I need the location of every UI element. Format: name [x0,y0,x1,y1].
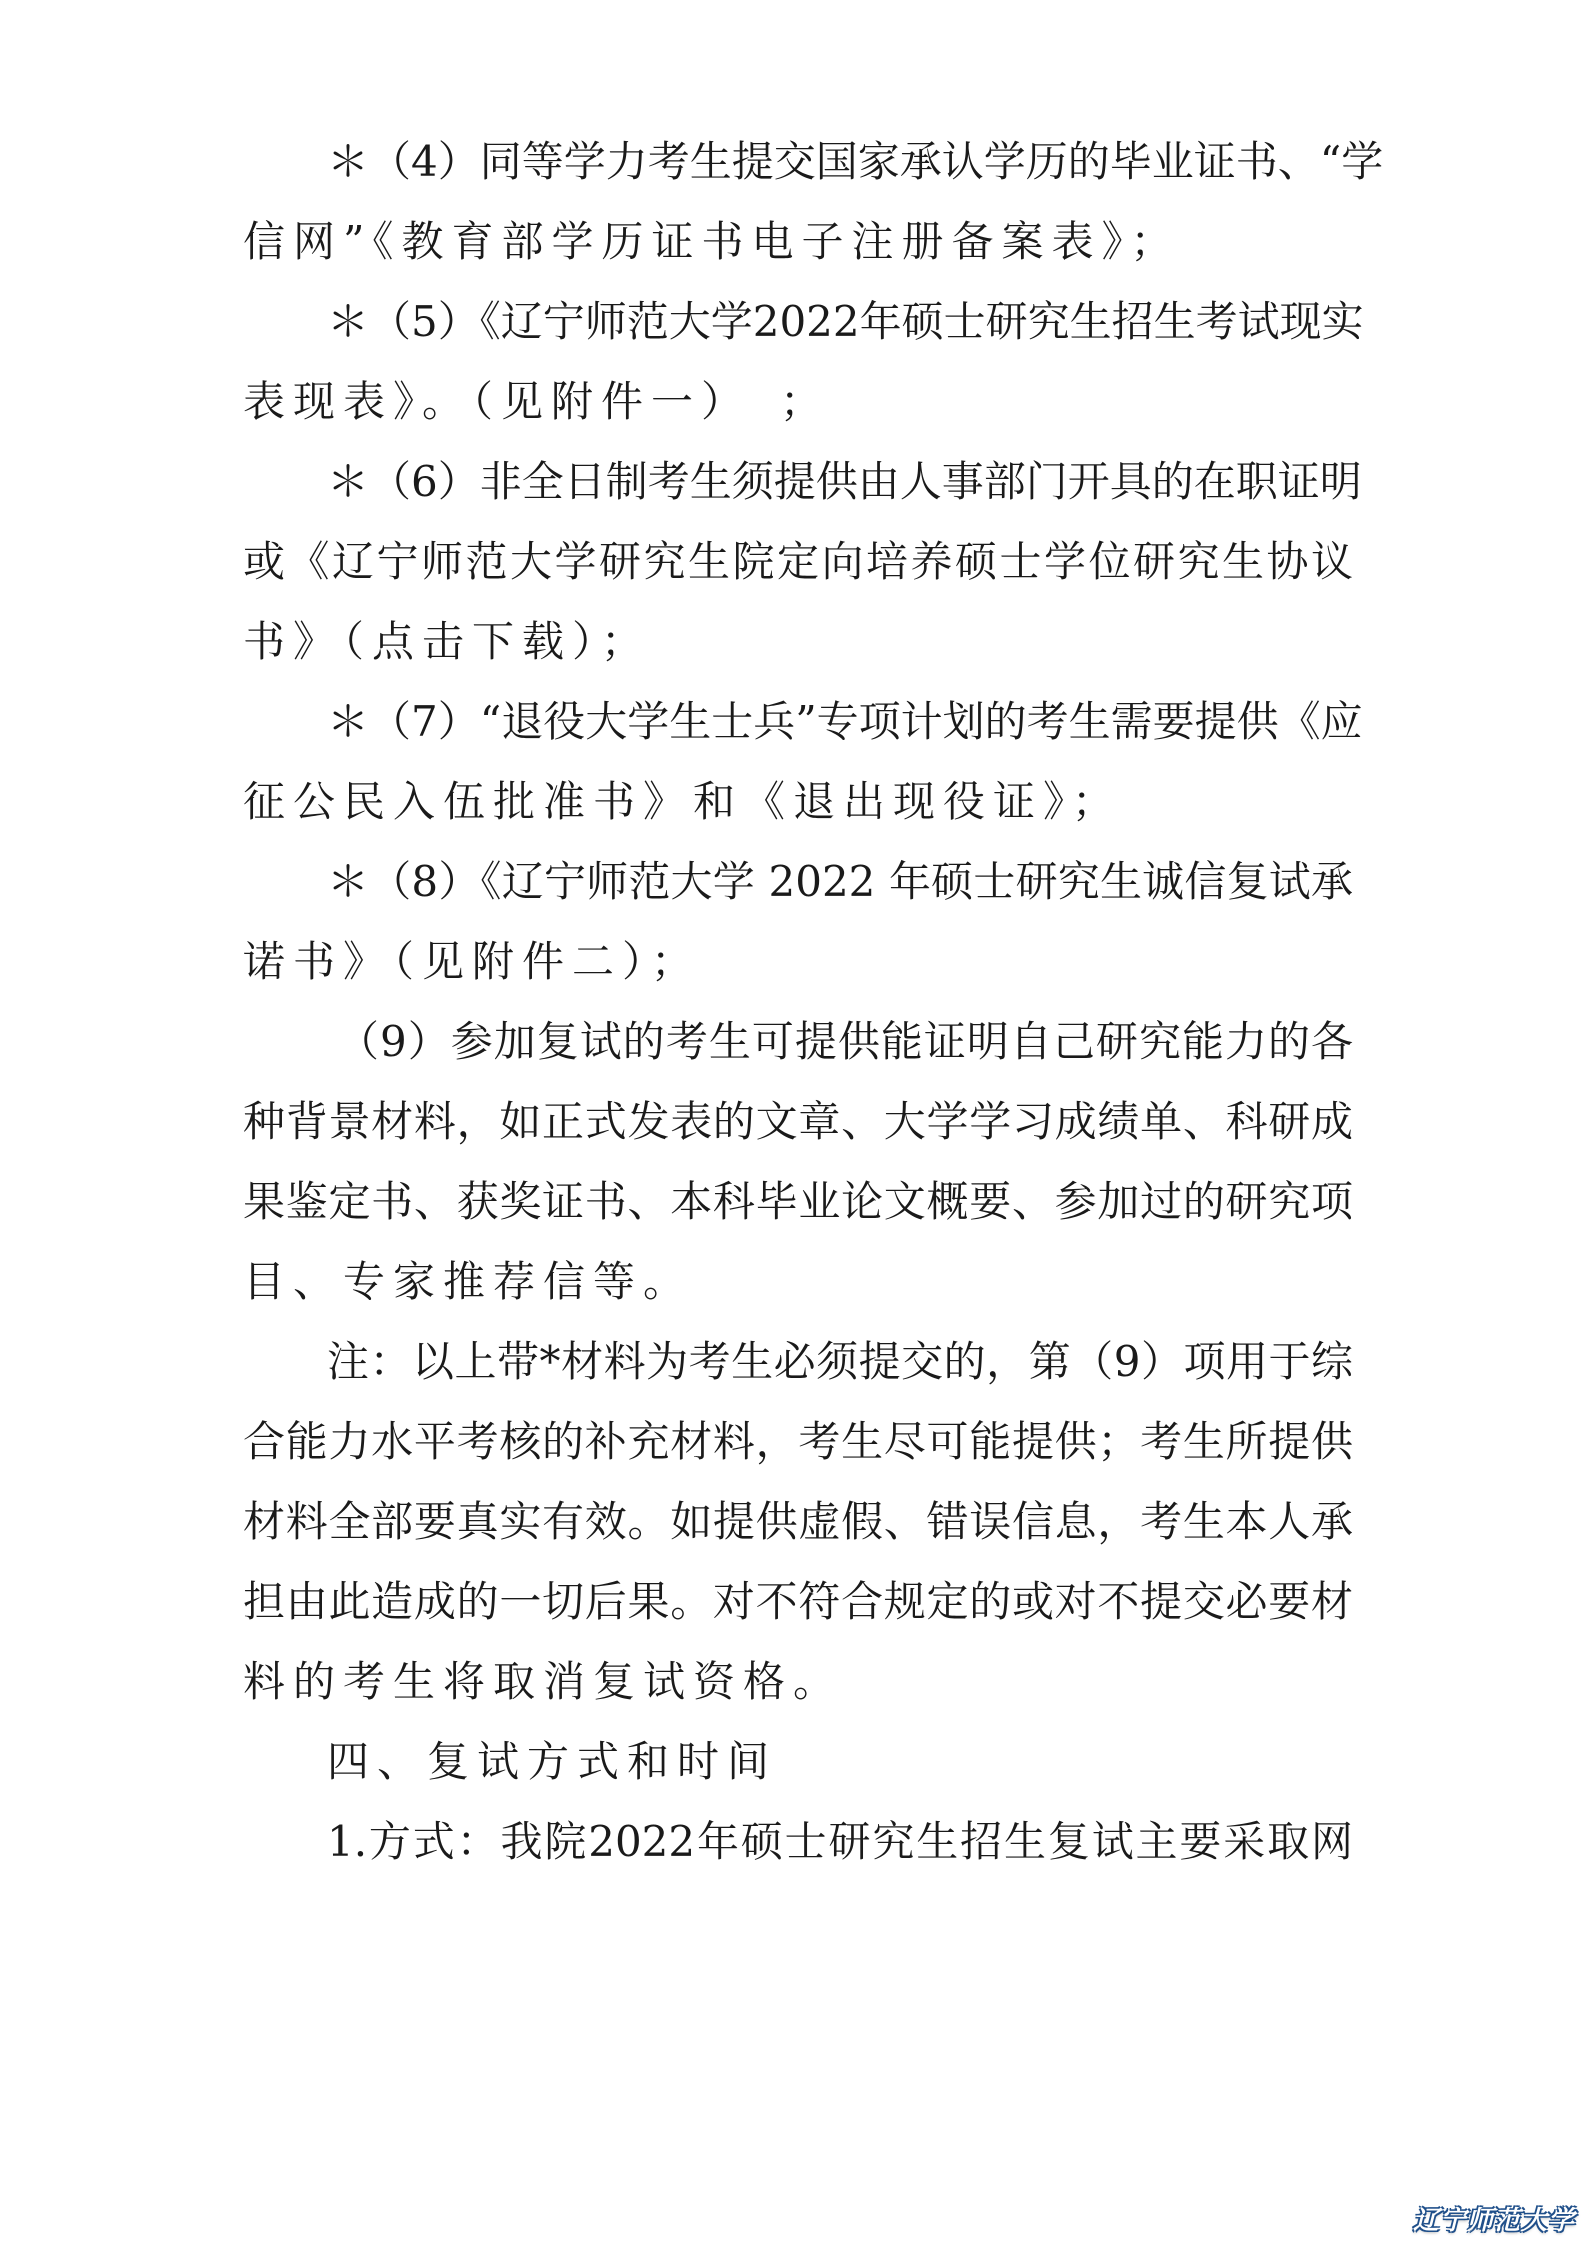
text-line-item8-b: 诺书》（见附件二）； [243,937,702,986]
text-line-item9-d: 目、专家推荐信等。 [243,1257,694,1306]
text-line-item6-c: 书》（点击下载）； [243,617,652,666]
text-line-note-d: 担由此造成的一切后果。对不符合规定的或对不提交必要材 [243,1577,1353,1626]
text-line-item8-a: ＊（8）《辽宁师范大学 2022 年硕士研究生诚信复试承 [327,857,1353,906]
text-line-item9-c: 果鉴定书、获奖证书、本科毕业论文概要、参加过的研究项 [243,1177,1353,1226]
text-line-note-c: 材料全部要真实有效。如提供虚假、错误信息，考生本人承 [243,1497,1353,1546]
text-line-note-a: 注：以上带*材料为考生必须提交的，第（9）项用于综 [327,1337,1353,1386]
text-line-note-b: 合能力水平考核的补充材料，考生尽可能提供；考生所提供 [243,1417,1353,1466]
text-line-item4-b: 信网”《教育部学历证书电子注册备案表》； [243,217,1181,266]
text-line-item7-b: 征公民入伍批准书》和《退出现役证》； [243,777,1123,826]
text-line-item6-a: ＊（6）非全日制考生须提供由人事部门开具的在职证明 [327,457,1362,506]
watermark-logo: 辽宁师范大学 [1412,2206,1575,2236]
text-line-item5-b: 表现表》。（见附件一） ； [243,377,831,426]
text-line-method-a: 1.方式：我院2022年硕士研究生招生复试主要采取网 [327,1817,1353,1866]
text-line-item6-b: 或《辽宁师范大学研究生院定向培养硕士学位研究生协议 [243,537,1353,586]
text-line-note-e: 料的考生将取消复试资格。 [243,1657,844,1706]
text-line-item7-a: ＊（7）“退役大学生士兵”专项计划的考生需要提供《应 [327,697,1363,746]
text-line-item9-a: （9）参加复试的考生可提供能证明自己研究能力的各 [337,1017,1353,1066]
section-heading: 四、复试方式和时间 [327,1737,778,1786]
text-line-item9-b: 种背景材料，如正式发表的文章、大学学习成绩单、科研成 [243,1097,1353,1146]
text-line-item4-a: ＊（4）同等学力考生提交国家承认学历的毕业证书、“学 [327,137,1384,186]
text-line-item5-a: ＊（5）《辽宁师范大学2022年硕士研究生招生考试现实 [327,297,1364,346]
